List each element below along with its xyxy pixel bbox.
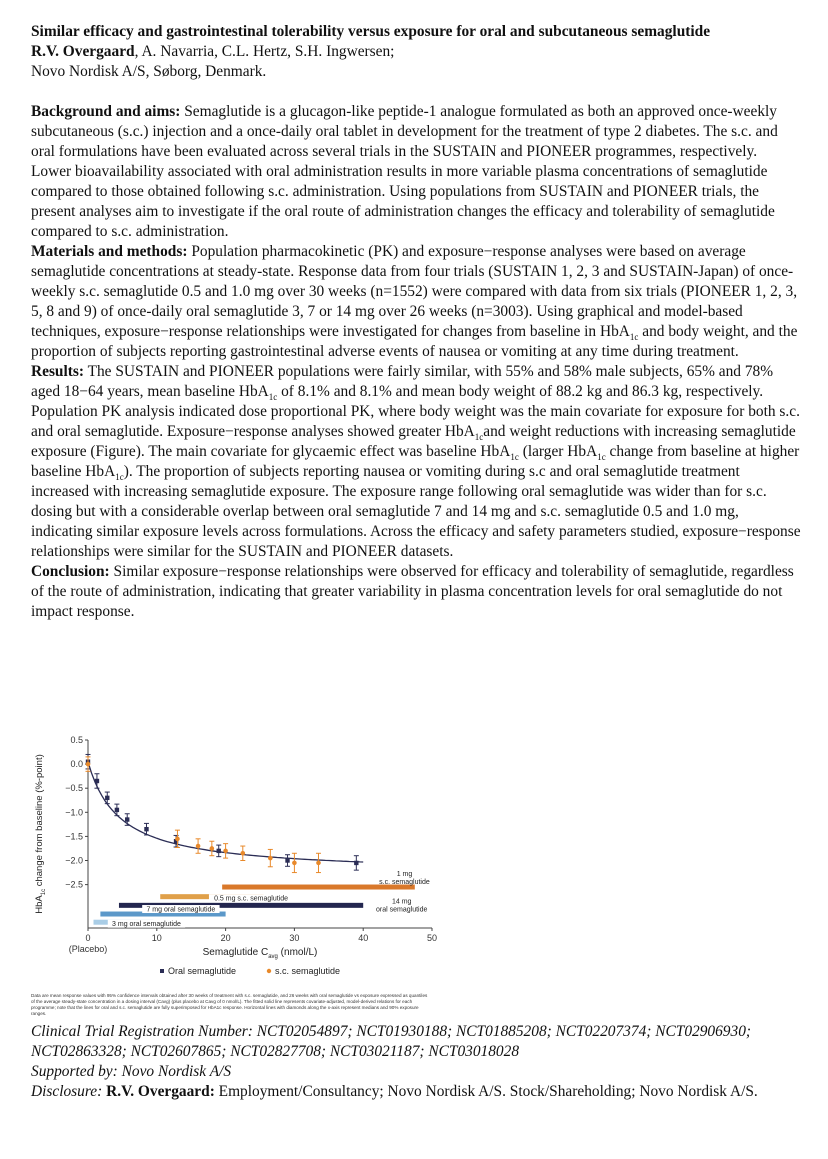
background-text: Semaglutide is a glucagon-like peptide-1 analogue formulated as both an approved once-weekly subcutaneous (s.c.) injection and a once-daily oral tablet in development for the treatment of type 2 diabetes. The s.c. and oral formulations have been evaluated across several trials in the SUSTAIN and PIONEER programmes, respectively. Lower bioavailability associated with oral administration results in more variable plasma concentrations of semaglutide compared to those obtained following s.c. administration. Using populations from SUSTAIN and PIONEER trials, the present analyses aim to investigate if the oral route of administration changes the efficacy and tolerability of semaglutide compared to s.c. administration. (31, 103, 778, 240)
hba1c-sub: 1c (629, 332, 639, 343)
results-text-6: ). The proportion of subjects reporting nausea or vomiting during s.c and oral semaglutide treatment increased with increasing semaglutide exposure. The exposure range following oral semaglutide was wider than for s.c. dosing but with a considerable overlap between oral semaglutide 7 and 14 mg and s.c. semaglutide 0.5 and 1.0 mg, indicating similar exposure levels across formulations. Across the efficacy and safety parameters studied, exposure−response relationships were similar for the SUSTAIN and PIONEER datasets. (31, 463, 801, 560)
oral-point (105, 796, 109, 800)
oral-point (95, 779, 99, 783)
legend-sc-label: s.c. semaglutide (275, 966, 341, 976)
x-tick-label: 10 (151, 933, 162, 943)
conclusion-text: Similar exposure−response relationships were observed for efficacy and tolerability of semaglutide, regardless of the route of administration, indicating that greater variability in plasma concentration levels for oral semaglutide do not impact response. (31, 563, 794, 620)
sc-point (175, 837, 180, 842)
y-tick-label: 0.0 (70, 759, 83, 770)
sc-point (86, 762, 91, 767)
oral-point (354, 861, 358, 865)
footer (31, 1022, 801, 1102)
y-tick-label: −0.5 (65, 783, 83, 794)
oral-point (125, 817, 129, 821)
legend-sc-marker (267, 969, 271, 973)
supported-by: Supported by: Novo Nordisk A/S (31, 1063, 232, 1080)
y-axis-label (34, 754, 47, 913)
exposure-range-label (379, 871, 430, 886)
disclosure-label: Disclosure: (31, 1083, 103, 1100)
results-section (31, 362, 801, 562)
disclosure (31, 1082, 801, 1102)
exposure-range-label: 3 mg oral semaglutide (112, 921, 181, 929)
exposure-range-label: 0.5 mg s.c. semaglutide (214, 895, 289, 903)
sc-point (241, 851, 246, 856)
results-text-1: The SUSTAIN and PIONEER populations were fairly similar, with 55% and 58% male subjects, 65% and 78% aged 18−64 years, mean baseline HbA (31, 363, 774, 400)
figure-caption: Data are mean response values with 95% confidence intervals obtained after 30 weeks of treatment with s.c. semaglutide, and 26 weeks with oral semaglutide vs exposure expressed as quantiles of the average steady-state concentration in a dosing interval (Cavg) (plus placebo at Cavg of 0 nmol/L). The fitted solid line represents covariate-adjusted, model-derived relations for each programme; note that the lines for oral and s.c. semaglutide are fully superimposed for HbA1c response. Horizontal lines with diamonds along the x-axis represent medians and 90% exposure ranges. (31, 993, 428, 1016)
trial-registration: Clinical Trial Registration Number: NCT02054897; NCT01930188; NCT01885208; NCT02207374; NCT02906930; NCT02863328; NCT02607865; NCT02827708; NCT03021187; NCT03018028 (31, 1023, 752, 1060)
y-tick-label: 0.5 (70, 735, 83, 745)
legend-oral-label: Oral semaglutide (168, 966, 237, 976)
results-text-3: and weight reductions with increasing semaglutide exposure (Figure). The main covariate for glycaemic effect was baseline HbA (31, 423, 796, 460)
y-tick-label: −1.0 (65, 807, 83, 818)
presenting-author: R.V. Overgaard (31, 43, 135, 60)
y-label-main: HbA (34, 895, 45, 914)
methods-text-a: Population pharmacokinetic (PK) and exposure−response analyses were based on average semaglutide concentrations at steady-state. Response data from four trials (SUSTAIN 1, 2, 3 and SUSTAIN-Japan) of once-weekly s.c. semaglutide 0.5 and 1.0 mg over 30 weeks (n=1552) were compared with data from six trials (PIONEER 1, 2, 3, 5, 8 and 9) of once-daily oral semaglutide 3, 7 or 14 mg over 26 weeks (n=3003). Using graphical and model-based techniques, exposure−response relationships were investigated for changes from baseline in HbA (31, 243, 798, 340)
exposure-response-chart (28, 730, 448, 992)
legend-oral-marker (160, 969, 164, 973)
exposure-range-label: 7 mg oral semaglutide (146, 906, 216, 914)
x-placebo-label: (Placebo) (68, 944, 108, 954)
x-label-sub: avg (268, 954, 278, 960)
exposure-range-label (376, 898, 427, 913)
x-tick-label: 20 (220, 933, 231, 943)
y-tick-label: −2.0 (65, 855, 83, 866)
oral-point (115, 808, 119, 812)
results-text-2: of 8.1% and 8.1% and mean body weight of 88.2 kg and 86.3 kg, respectively. Population PK analysis indicated dose proportional PK, where body weight was the main covariate for exposure for both s.c. and oral semaglutide. Exposure−response analyses showed greater HbA (31, 383, 800, 440)
background-section (31, 102, 801, 242)
methods-text-b: and body weight, and the proportion of subjects reporting gastrointestinal adverse events of nausea or vomiting at any time during treatment. (31, 323, 798, 360)
sc-point (316, 861, 321, 866)
methods-heading: Materials and methods: (31, 243, 188, 260)
co-authors: , A. Navarria, C.L. Hertz, S.H. Ingwersen; (134, 43, 395, 60)
oral-point (285, 858, 289, 862)
range-label-line: s.c. semaglutide (379, 879, 430, 887)
conclusion-section (31, 562, 801, 622)
y-label-tail: change from baseline (%-point) (34, 754, 45, 889)
methods-section (31, 242, 801, 362)
hba1c-sub: 1c (115, 472, 124, 483)
sc-point (292, 861, 297, 866)
disclosure-text: Employment/Consultancy; Novo Nordisk A/S. Stock/Shareholding; Novo Nordisk A/S. (214, 1083, 758, 1100)
sc-point (210, 846, 215, 851)
background-heading: Background and aims: (31, 103, 181, 120)
hba1c-sub: 1c (268, 392, 278, 403)
sc-point (196, 844, 201, 849)
results-text-4: (larger HbA (518, 443, 598, 460)
x-axis-label (203, 947, 318, 960)
oral-point (144, 827, 148, 831)
paper-title: Similar efficacy and gastrointestinal tolerability versus exposure for oral and subcutaneous semaglutide (31, 23, 711, 40)
author-line (31, 42, 801, 62)
x-label-main: Semaglutide C (202, 947, 269, 958)
x-tick-label: 30 (289, 933, 300, 943)
y-label-sub: 1c (41, 888, 47, 896)
y-tick-label: −1.5 (65, 831, 83, 842)
hba1c-sub: 1c (474, 432, 484, 443)
results-text-5: change from baseline at higher baseline HbA (31, 443, 800, 480)
sc-point (223, 849, 228, 854)
hba1c-sub: 1c (597, 452, 606, 463)
oral-point (217, 849, 221, 853)
range-label-line: 14 mg (391, 898, 412, 906)
x-tick-label: 40 (358, 933, 369, 943)
hba1c-sub: 1c (510, 452, 519, 463)
range-label-line: 1 mg (396, 871, 413, 879)
sc-point (268, 856, 273, 861)
x-tick-label: 50 (426, 933, 438, 943)
disclosure-name: R.V. Overgaard: (106, 1083, 215, 1100)
abstract (31, 22, 801, 622)
x-label-tail: (nmol/L) (277, 947, 318, 958)
affiliation: Novo Nordisk A/S, Søborg, Denmark. (31, 63, 267, 80)
x-tick-label: 0 (85, 933, 91, 943)
range-label-line: oral semaglutide (376, 906, 428, 914)
y-tick-label: −2.5 (65, 879, 83, 890)
conclusion-heading: Conclusion: (31, 563, 110, 580)
results-heading: Results: (31, 363, 85, 380)
